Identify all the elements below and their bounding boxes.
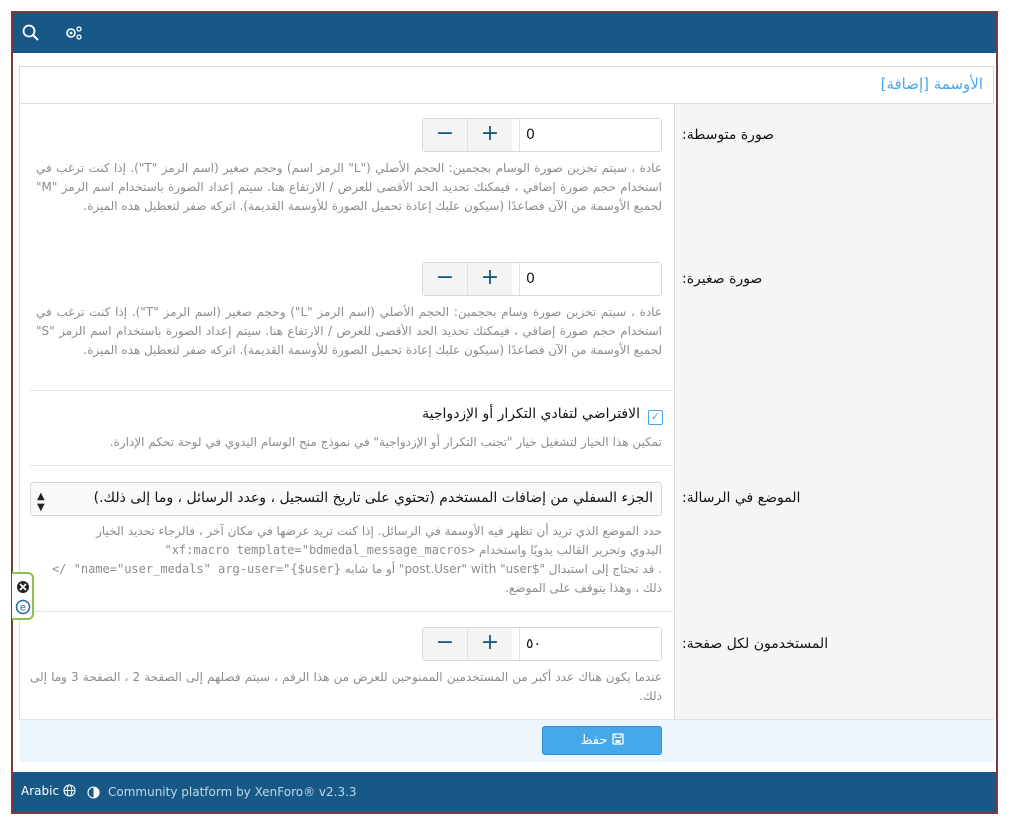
xenforo-credit-link[interactable]: Community platform by XenForo® v2.3.3	[108, 785, 357, 799]
hint-code: <xf:macro template="bdmedal_message_macros"	[164, 543, 476, 557]
medium-image-stepper	[422, 118, 662, 152]
settings-icon[interactable]	[63, 23, 83, 43]
small-image-hint: عادة ، سيتم تخزين صورة وسام بحجمين: الحجم الأصلي (اسم الرمز "L") وحجم صغير (اسم الرمز "T"). إذا كنت ترغب في استخدام حجم صورة إضافي ، فيمكنك تحديد الحد الأقصى للعرض / الارتفاع هنا. سيتم إعداد الصورة باستخدام اسم الرمز "S" لجميع الأوسمة من الآن فصاعدًا (سيكون عليك إعادة تحميل الصورة للأوسمة القديمة). اتركه صفر لتعطيل هذه الميزة.	[36, 305, 662, 357]
small-image-stepper	[422, 262, 662, 296]
save-button[interactable]	[542, 726, 662, 755]
label-column	[674, 104, 995, 720]
decrement-button[interactable]: −	[423, 263, 468, 295]
globe-icon	[63, 784, 76, 798]
divider	[30, 611, 673, 612]
users-per-page-stepper	[422, 627, 662, 661]
page-title: [إضافة] الأوسمة	[880, 75, 983, 93]
position-select[interactable]	[30, 482, 662, 516]
position-hint-line: حدد الموضع الذي تريد أن تظهر فيه الأوسمة في الرسائل. إذا كنت تريد عرضها في مكان آخر ، فالرجاء تحديد الخيار	[96, 524, 662, 538]
decrement-button[interactable]: −	[423, 119, 468, 151]
position-selected-value: الجزء السفلي من إضافات المستخدم (تحتوي على تاريخ التسجيل ، وعدد الرسائل ، وما إلى ذلك.)	[93, 490, 653, 506]
dedupe-checkbox[interactable]: ✓	[648, 410, 663, 425]
panel-header	[20, 67, 993, 104]
users-per-page-input[interactable]: ٥٠	[519, 628, 661, 660]
select-arrows-icon: ▲ ▼	[37, 491, 45, 513]
language-chooser[interactable]	[21, 784, 76, 798]
position-hint	[36, 522, 662, 598]
save-label: حفظ	[580, 733, 608, 748]
small-image-input[interactable]: 0	[519, 263, 661, 295]
dedupe-hint: تمكين هذا الخيار لتشغيل خيار "تجنب التكرار أو الإزدواجية" في نموذج منح الوسام اليدوي في لوحة تحكم الإدارة.	[109, 435, 662, 449]
increment-button[interactable]: +	[468, 628, 512, 660]
medium-image-input[interactable]: 0	[519, 119, 661, 151]
language-label: Arabic	[21, 784, 60, 798]
divider	[30, 465, 673, 466]
search-icon[interactable]	[21, 23, 41, 43]
form-submit-row	[19, 719, 994, 762]
position-hint-line	[36, 541, 662, 560]
increment-button[interactable]: +	[468, 263, 512, 295]
save-icon	[612, 733, 624, 748]
users-per-page-hint: عندما يكون هناك عدد أكبر من المستخدمين الممنوحين للعرض من هذا الرقم ، سيتم فصلهم إلى الصفحة 2 ، الصفحة 3 وما إلى ذلك.	[30, 670, 663, 703]
small-image-label: صورة صغيرة:	[682, 271, 763, 287]
top-navigation-bar	[13, 13, 996, 53]
dedupe-checkbox-label[interactable]: الافتراضي لتفادي التكرار أو الإزدواجية	[422, 406, 640, 422]
users-per-page-label: المستخدمون لكل صفحة:	[682, 636, 829, 652]
medium-image-hint: عادة ، سيتم تخزين صورة الوسام بحجمين: الحجم الأصلي ("L" الرمز اسم) وحجم صغير (اسم الرمز "T"). إذا كنت ترغب في استخدام حجم صورة إضافي ، فيمكنك تحديد الحد الأقصى للعرض / الارتفاع هنا. سيتم إعداد الصورة باستخدام اسم الرمز "M" لجميع الأوسمة من الآن فصاعدًا (سيكون عليك إعادة تحميل الصورة للأوسمة القديمة). اتركه صفر لتعطيل هذه الميزة.	[36, 161, 663, 213]
svg-text:e: e	[19, 602, 27, 614]
hint-text: . قد تحتاج إلى استبدال "$post.User" with "user" أو ما شابه	[344, 562, 662, 576]
side-widget	[12, 572, 34, 620]
position-hint-line: ذلك ، وهذا يتوقف على الموضع.	[505, 581, 662, 595]
hint-code: name="user_medals" arg-user="{$user}" />	[51, 562, 341, 576]
hint-text: اليدوي وتحرير القالب يدويًا واستخدام	[478, 543, 662, 557]
theme-toggle-icon[interactable]	[87, 784, 100, 803]
decrement-button[interactable]: −	[423, 628, 468, 660]
position-hint-line	[36, 560, 662, 579]
position-label: الموضع في الرسالة:	[682, 490, 801, 506]
divider	[30, 390, 673, 391]
medium-image-label: صورة متوسطة:	[682, 127, 775, 143]
page-footer	[13, 772, 996, 812]
increment-button[interactable]: +	[468, 119, 512, 151]
